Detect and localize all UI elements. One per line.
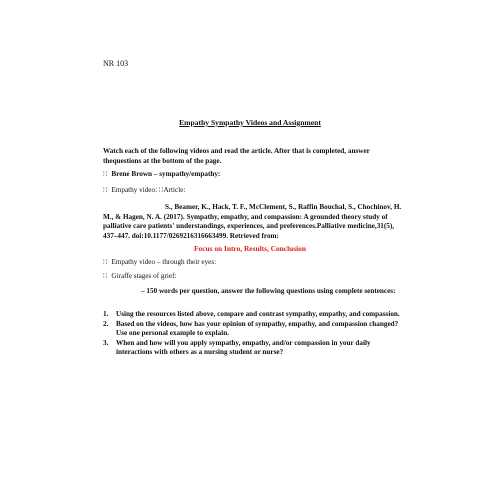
bullet-icon: ∷	[103, 272, 108, 280]
resource-brene-brown	[103, 170, 220, 180]
resource-empathy-video-eyes-label: Empathy video – through their eyes:	[111, 258, 217, 266]
question-number: 2.	[103, 319, 109, 328]
question-item	[103, 320, 403, 339]
question-item	[103, 339, 403, 358]
resource-giraffe	[103, 272, 177, 282]
question-text: Based on the videos, how has your opinion of sympathy, empathy, and compassion changed? Use one personal example to explain.	[116, 319, 399, 338]
course-code: NR 103	[103, 59, 129, 68]
question-item	[103, 310, 403, 320]
bullet-icon: ∷	[103, 186, 108, 194]
question-number: 3.	[103, 338, 109, 347]
resource-giraffe-label: Giraffe stages of grief:	[111, 272, 177, 280]
question-number: 1.	[103, 310, 109, 318]
question-list	[103, 310, 403, 358]
bullet-icon: ∷	[103, 258, 108, 266]
bullet-icon: ∷	[103, 170, 108, 178]
citation-text: S., Beamer, K., Hack, T. F., McClement, S., Raffin Bouchal, S., Chochinov, H. M., & Hagen, N. A. (2017). Sympathy, empathy, and compassion: A grounded theory study of palliative care patients' understandings, experiences, and preferences.Palliative medicine,31(5), 437–447. doi:10.1177/0269216316663499. Retrieved from:	[103, 203, 402, 240]
instructions	[103, 287, 403, 297]
document-title: Empathy Sympathy Videos and Assignment	[179, 118, 321, 127]
instructions-text: – 150 words per question, answer the following questions using complete sentences:	[141, 287, 396, 295]
resource-empathy-video-eyes	[103, 258, 216, 268]
focus-note: Focus on Intro, Results, Conclusion	[194, 244, 306, 253]
resource-empathy-video-article	[103, 186, 185, 196]
intro-paragraph: Watch each of the following videos and read the article. After that is completed, answer thequestions at the bottom of the page.	[103, 147, 370, 165]
resource-empathy-video-article-label: Empathy video: ∷Article:	[111, 186, 186, 194]
question-text: Using the resources listed above, compare and contrast sympathy, empathy, and compassion.	[116, 310, 400, 318]
article-citation	[103, 203, 403, 241]
question-text: When and how will you apply sympathy, empathy, and/or compassion in your daily interactions with others as a nursing student or nurse?	[116, 338, 371, 357]
resource-brene-brown-label: Brene Brown – sympathy/empathy:	[111, 170, 221, 178]
